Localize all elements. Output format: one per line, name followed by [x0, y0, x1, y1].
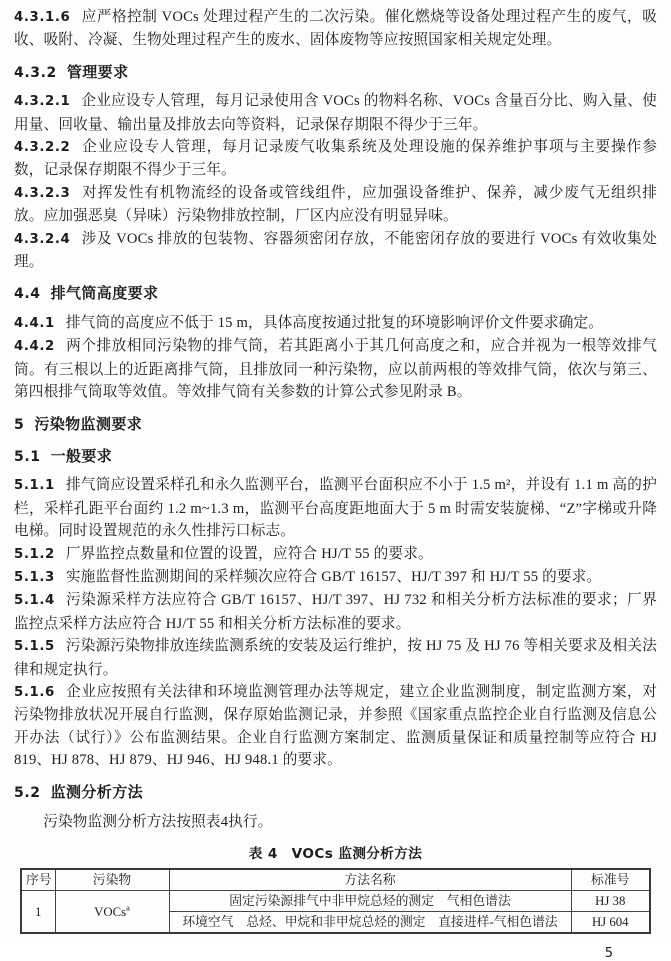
cell-pollutant — [55, 891, 169, 934]
clause-text: 污染源污染物排放连续监测系统的安装及运行维护，按 HJ 75 及 HJ 76 等相关要求及相关法律和规定执行。 — [14, 638, 657, 678]
clause-4-4-2 — [14, 335, 657, 403]
clause-text: 排气筒应设置采样孔和永久监测平台，监测平台面积应不小于 1.5 m²，并设有 1.1 m 高的护栏，采样孔距平台面约 1.2 m~1.3 m，监测平台高度距地面大于 5 m 时需安装旋梯、“Z”字梯或升降电梯。同时设置规范的永久性排污口标志。 — [14, 477, 657, 540]
clause-text: 应严格控制 VOCs 处理过程产生的二次污染。催化燃烧等设备处理过程产生的废气，吸收、吸附、冷凝、生物处理过程产生的废水、固体废物等应按照国家相关规定处理。 — [14, 9, 657, 49]
clause-number: 5.1.1 — [14, 478, 55, 494]
heading-text: 污染物监测要求 — [34, 414, 143, 433]
clause-number: 5.1.3 — [14, 569, 55, 585]
clause-4-3-2-1 — [14, 90, 657, 136]
table-row — [21, 891, 650, 912]
table4-lead-in — [14, 811, 657, 833]
heading-number: 5.1 — [14, 448, 41, 465]
clause-4-4-1 — [14, 312, 657, 335]
clause-5-1-5 — [14, 635, 657, 681]
clause-text: 企业应设专人管理，每月记录废气收集系统及处理设施的保养维护事项与主要操作参数，记录保存期限不得少于三年。 — [14, 139, 657, 179]
heading-5 — [14, 413, 657, 436]
clause-number: 4.3.2.4 — [14, 231, 71, 247]
heading-number: 5.2 — [14, 784, 41, 801]
column-header-pollutant: 污染物 — [55, 869, 169, 891]
table4-header-row — [21, 869, 650, 891]
clause-4-3-2-3 — [14, 182, 657, 228]
clause-text: 企业应设专人管理，每月记录使用含 VOCs 的物料名称、VOCs 含量百分比、购入量、使用量、回收量、输出量及排放去向等资料，记录保存期限不得少于三年。 — [14, 93, 657, 133]
clause-4-3-2-4 — [14, 228, 657, 274]
pollutant-name: VOCs — [94, 904, 127, 919]
clause-number: 4.3.2.1 — [14, 94, 71, 110]
clause-number: 5.1.5 — [14, 639, 55, 655]
clause-text: 排气筒的高度应不低于 15 m，具体高度按通过批复的环境影响评价文件要求确定。 — [65, 314, 604, 331]
clause-5-1-2 — [14, 543, 657, 566]
clause-number: 4.4.1 — [14, 315, 55, 331]
clause-text: 污染源采样方法应符合 GB/T 16157、HJ/T 397、HJ 732 和相关分析方法标准的要求；厂界监控点采样方法应符合 HJ/T 55 和相关分析方法标准的要求。 — [14, 592, 657, 632]
lead-in-text: 污染物监测分析方法按照表4执行。 — [43, 814, 273, 830]
clause-text: 对挥发性有机物流经的设备或管线组件，应加强设备维护、保养，减少废气无组织排放。应加强恶臭（异味）污染物排放控制，厂区内应没有明显异味。 — [14, 184, 657, 225]
clause-5-1-6 — [14, 681, 657, 772]
heading-text: 一般要求 — [50, 446, 113, 465]
page-number: 5 — [604, 946, 613, 961]
heading-5-2 — [14, 781, 657, 804]
clause-number: 5.1.2 — [14, 546, 55, 562]
heading-4-4 — [14, 282, 657, 305]
heading-5-1 — [14, 445, 657, 468]
clause-number: 4.3.1.6 — [14, 10, 71, 25]
cell-no: 1 — [21, 891, 55, 934]
heading-text: 监测分析方法 — [50, 782, 144, 801]
table4-caption: 表 4 VOCs 监测分析方法 — [248, 846, 423, 863]
clause-number: 4.4.2 — [14, 339, 55, 355]
cell-method-1: 固定污染源排气中非甲烷总烃的测定 气相色谱法 — [169, 891, 571, 912]
table4 — [20, 868, 651, 934]
cell-standard-1: HJ 38 — [571, 891, 650, 912]
clause-text: 厂界监控点数量和位置的设置，应符合 HJ/T 55 的要求。 — [65, 545, 433, 562]
heading-number: 5 — [14, 416, 25, 433]
heading-4-3-2 — [14, 61, 657, 84]
clause-text: 企业应按照有关法律和环境监测管理办法等规定，建立企业监测制度，制定监测方案，对污染物排放状况开展自行监测，保存原始监测记录，并参照《国家重点监控企业自行监测及信息公开办法（试行）》公布监测结果。企业自行监测方案制定、监测质量保证和质量控制等应符合 HJ 819、HJ 878、HJ 879、HJ 946、HJ 948.1 的要求。 — [14, 683, 657, 769]
clause-4-3-2-2 — [14, 136, 657, 182]
clause-4-3-1-6 — [14, 6, 657, 52]
heading-number: 4.3.2 — [14, 64, 57, 81]
heading-text: 管理要求 — [66, 62, 129, 81]
clause-number: 4.3.2.3 — [14, 185, 71, 201]
clause-5-1-1 — [14, 474, 657, 542]
heading-number: 4.4 — [14, 286, 41, 303]
clause-5-1-3 — [14, 566, 657, 589]
cell-method-2: 环境空气 总烃、甲烷和非甲烷总烃的测定 直接进样-气相色谱法 — [169, 912, 571, 934]
clause-number: 5.1.4 — [14, 593, 55, 609]
cell-standard-2: HJ 604 — [571, 912, 650, 934]
clause-text: 实施监督性监测期间的采样频次应符合 GB/T 16157、HJ/T 397 和 HJ/T 55 的要求。 — [65, 568, 602, 585]
footnote-marker: a — [126, 902, 130, 913]
heading-text: 排气筒高度要求 — [50, 284, 159, 303]
clause-text: 两个排放相同污染物的排气筒，若其距离小于其几何高度之和，应合并视为一根等效排气筒。有三根以上的近距离排气筒，且排放同一种污染物，应以前两根的等效排气筒，依次与第三、第四根排气筒取等效值。等效排气筒有关参数的计算公式参见附录 B。 — [14, 338, 657, 401]
column-header-no: 序号 — [21, 869, 55, 891]
clause-number: 5.1.6 — [14, 684, 55, 700]
column-header-method: 方法名称 — [169, 869, 571, 891]
clause-5-1-4 — [14, 589, 657, 635]
clause-number: 4.3.2.2 — [14, 140, 71, 156]
clause-text: 涉及 VOCs 排放的包装物、容器须密闭存放，不能密闭存放的要进行 VOCs 有效收集处理。 — [14, 230, 657, 271]
column-header-standard: 标准号 — [571, 869, 650, 891]
